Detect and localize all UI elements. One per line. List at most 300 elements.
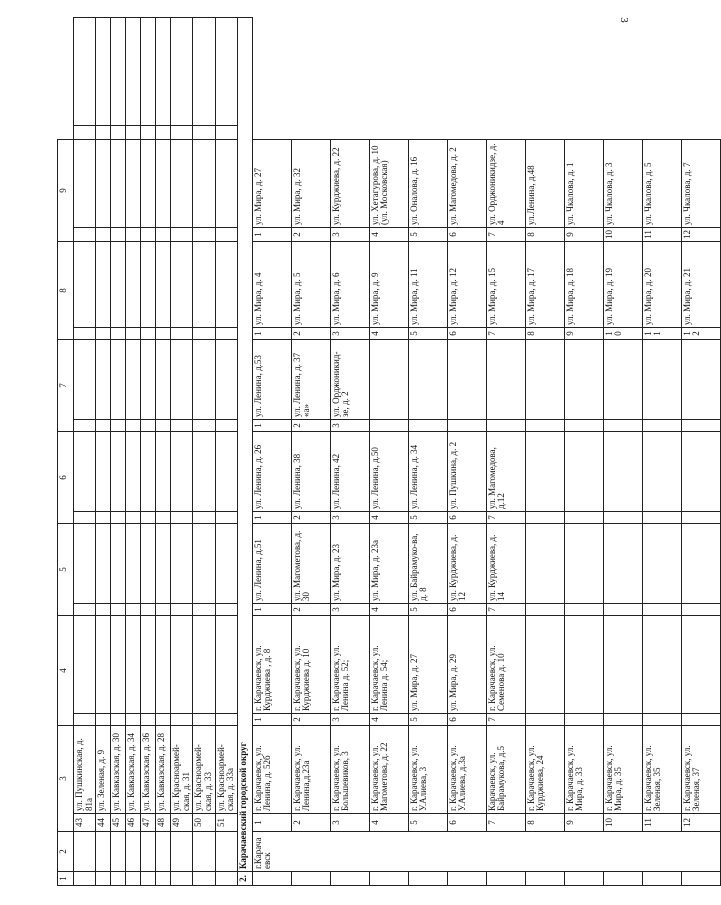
address-cell bbox=[681, 524, 720, 604]
empty-cell bbox=[642, 872, 681, 886]
empty-cell bbox=[111, 328, 126, 340]
row-number bbox=[486, 420, 525, 432]
row-number: 12 bbox=[681, 228, 720, 242]
address-cell: ул. Мира, д. 18 bbox=[564, 242, 603, 328]
address-cell: г. Карачаевск, ул. Ленина,д.23а bbox=[291, 726, 330, 814]
address-cell: ул.Ленина, д.48 bbox=[525, 140, 564, 228]
address-cell: г. Карачаевск, ул. Зеленая, 37 bbox=[681, 726, 720, 814]
header-cell: 6 bbox=[58, 432, 74, 524]
table-row bbox=[96, 18, 111, 886]
address-cell: ул. Кавказская, д. 30 bbox=[111, 726, 126, 814]
address-cell: ул. Мира, д. 6 bbox=[330, 242, 369, 328]
row-number bbox=[564, 714, 603, 726]
address-cell: Карачаевск, ул. Байрамукова, д.5 bbox=[486, 726, 525, 814]
table-row bbox=[525, 18, 564, 886]
row-number: 11 bbox=[642, 228, 681, 242]
empty-cell bbox=[141, 432, 156, 512]
page-number: 3 bbox=[617, 17, 630, 23]
empty-cell bbox=[156, 432, 171, 512]
empty-cell bbox=[156, 340, 171, 420]
empty-cell bbox=[96, 242, 111, 328]
row-number: 6 bbox=[447, 814, 486, 832]
address-cell: ул. Кавказская, д. 28 bbox=[156, 726, 171, 814]
empty-cell bbox=[111, 126, 126, 140]
table-row bbox=[141, 18, 156, 886]
address-cell: г. Карачаевск, ул. Курджиева , д. 8 bbox=[252, 616, 291, 714]
empty-cell bbox=[141, 140, 156, 228]
table-row bbox=[215, 18, 237, 886]
row-number: 7 bbox=[486, 228, 525, 242]
empty-cell bbox=[193, 18, 215, 126]
empty-cell bbox=[126, 340, 141, 420]
row-number: 2 bbox=[291, 604, 330, 616]
address-cell: ул. Мира, д. 15 bbox=[486, 242, 525, 328]
address-cell: ул. Кавказская, д. 36 bbox=[141, 726, 156, 814]
address-cell: ул. Мира, д. 23 bbox=[330, 524, 369, 604]
empty-cell bbox=[330, 872, 369, 886]
address-cell bbox=[603, 340, 642, 420]
empty-cell bbox=[111, 604, 126, 616]
empty-cell bbox=[74, 432, 96, 512]
empty-cell bbox=[74, 524, 96, 604]
table-row bbox=[156, 18, 171, 886]
empty-cell bbox=[126, 714, 141, 726]
row-number bbox=[369, 420, 408, 432]
empty-cell bbox=[74, 512, 96, 524]
address-cell bbox=[408, 340, 447, 420]
header-row bbox=[58, 18, 74, 886]
row-number bbox=[603, 714, 642, 726]
empty-cell bbox=[141, 18, 156, 126]
empty-cell bbox=[74, 604, 96, 616]
empty-cell bbox=[156, 140, 171, 228]
table-row bbox=[564, 18, 603, 886]
empty-cell bbox=[171, 832, 193, 872]
row-number: 3 bbox=[330, 512, 369, 524]
row-number bbox=[681, 714, 720, 726]
row-number: 1 bbox=[252, 228, 291, 242]
address-cell: г. Карачаевск, ул. Ленина д. 54; bbox=[369, 616, 408, 714]
empty-cell bbox=[74, 340, 96, 420]
row-number bbox=[642, 420, 681, 432]
address-cell: ул. Мира, д. 21 bbox=[681, 242, 720, 328]
row-number: 4 bbox=[369, 228, 408, 242]
address-cell: ул. Ленина, д.53 bbox=[252, 340, 291, 420]
empty-cell bbox=[171, 126, 193, 140]
empty-cell bbox=[156, 512, 171, 524]
empty-cell bbox=[126, 328, 141, 340]
empty-cell bbox=[156, 420, 171, 432]
empty-cell bbox=[141, 872, 156, 886]
address-cell bbox=[525, 432, 564, 512]
row-number: 1 bbox=[252, 420, 291, 432]
empty-cell bbox=[156, 242, 171, 328]
address-cell: ул. Мира, д. 11 bbox=[408, 242, 447, 328]
empty-cell bbox=[96, 832, 111, 872]
row-number: 5 bbox=[408, 604, 447, 616]
row-number: 4 bbox=[369, 604, 408, 616]
empty-cell bbox=[193, 126, 215, 140]
empty-cell bbox=[171, 242, 193, 328]
address-cell: г. Карачаевск, ул. Курджиева д. 10 bbox=[291, 616, 330, 714]
empty-cell bbox=[193, 616, 215, 714]
empty-cell bbox=[126, 616, 141, 714]
row-number bbox=[447, 420, 486, 432]
address-cell: ул. Курджиева, д. 12 bbox=[447, 524, 486, 604]
empty-cell bbox=[171, 340, 193, 420]
table-row bbox=[252, 18, 291, 886]
address-cell bbox=[681, 616, 720, 714]
empty-cell bbox=[215, 512, 237, 524]
empty-cell bbox=[96, 126, 111, 140]
address-cell: ул. Хетагурова, д. 10 (ул. Московская) bbox=[369, 140, 408, 228]
row-number: 1 bbox=[252, 714, 291, 726]
table-row bbox=[126, 18, 141, 886]
empty-cell bbox=[111, 872, 126, 886]
empty-cell bbox=[111, 228, 126, 242]
empty-cell bbox=[447, 872, 486, 886]
empty-cell bbox=[141, 328, 156, 340]
address-cell: ул. Ленина, д.51 bbox=[252, 524, 291, 604]
address-cell bbox=[525, 524, 564, 604]
row-number: 2 bbox=[291, 228, 330, 242]
row-number: 6 bbox=[447, 714, 486, 726]
empty-cell bbox=[193, 604, 215, 616]
row-number bbox=[681, 604, 720, 616]
address-cell bbox=[525, 340, 564, 420]
empty-cell bbox=[74, 872, 96, 886]
empty-cell bbox=[215, 18, 237, 126]
empty-cell bbox=[215, 242, 237, 328]
address-cell: г. Карачаевск, ул. Ленина д. 52; bbox=[330, 616, 369, 714]
address-table bbox=[57, 17, 721, 886]
empty-cell bbox=[171, 512, 193, 524]
empty-cell bbox=[215, 604, 237, 616]
header-cell: 9 bbox=[58, 140, 74, 242]
empty-cell bbox=[74, 140, 96, 228]
row-number: 3 bbox=[330, 714, 369, 726]
row-number: 5 bbox=[408, 814, 447, 832]
empty-cell bbox=[171, 604, 193, 616]
address-cell: ул. Пушкинская, д. 81а bbox=[74, 726, 96, 814]
address-cell: г. Карачаевск, ул. У.Алиева, 3 bbox=[408, 726, 447, 814]
empty-cell bbox=[171, 524, 193, 604]
empty-cell bbox=[564, 872, 603, 886]
address-cell: ул. Кавказская, д. 34 bbox=[126, 726, 141, 814]
empty-cell bbox=[126, 420, 141, 432]
table-row bbox=[111, 18, 126, 886]
row-number: 45 bbox=[111, 814, 126, 832]
address-cell: ул. Ленина, д.50 bbox=[369, 432, 408, 512]
table-row bbox=[74, 18, 96, 886]
row-number: 7 bbox=[486, 814, 525, 832]
row-number: 7 bbox=[486, 604, 525, 616]
empty-cell bbox=[193, 714, 215, 726]
row-number: 8 bbox=[525, 328, 564, 340]
row-number: 4 bbox=[369, 512, 408, 524]
empty-cell bbox=[215, 872, 237, 886]
table-row bbox=[603, 18, 642, 886]
empty-cell bbox=[96, 432, 111, 512]
table-row bbox=[193, 18, 215, 886]
row-number: 5 bbox=[408, 228, 447, 242]
table-row bbox=[681, 18, 720, 886]
address-cell: ул. Чкалова, д. 7 bbox=[681, 140, 720, 228]
row-number: 50 bbox=[193, 814, 215, 832]
empty-cell bbox=[126, 872, 141, 886]
empty-cell bbox=[193, 872, 215, 886]
empty-cell bbox=[171, 714, 193, 726]
empty-cell bbox=[96, 512, 111, 524]
header-cell: 8 bbox=[58, 242, 74, 340]
empty-cell bbox=[291, 872, 330, 886]
address-cell: ул. Чкалова, д. 1 bbox=[564, 140, 603, 228]
row-number: 10 bbox=[603, 814, 642, 832]
row-number: 2 bbox=[291, 420, 330, 432]
empty-cell bbox=[141, 228, 156, 242]
row-number: 2 bbox=[291, 512, 330, 524]
empty-cell bbox=[215, 616, 237, 714]
empty-cell bbox=[156, 524, 171, 604]
empty-cell bbox=[141, 420, 156, 432]
table-body bbox=[58, 18, 721, 886]
row-number: 1 bbox=[252, 814, 291, 832]
empty-cell bbox=[193, 432, 215, 512]
empty-cell bbox=[215, 832, 237, 872]
empty-cell bbox=[126, 228, 141, 242]
address-cell: ул. Оналова, д. 16 bbox=[408, 140, 447, 228]
empty-cell bbox=[141, 242, 156, 328]
address-cell: ул. Ленина, д. 26 bbox=[252, 432, 291, 512]
row-number bbox=[525, 604, 564, 616]
row-number bbox=[564, 512, 603, 524]
empty-cell bbox=[215, 340, 237, 420]
empty-cell bbox=[215, 228, 237, 242]
table-row bbox=[369, 18, 408, 886]
address-cell bbox=[564, 340, 603, 420]
row-number: 6 bbox=[447, 604, 486, 616]
address-cell: г. Карачаевск, ул. Зеленая, 35 bbox=[642, 726, 681, 814]
section-number: 2. bbox=[237, 872, 252, 886]
address-cell: ул. Мира, д. 27 bbox=[252, 140, 291, 228]
empty-cell bbox=[215, 524, 237, 604]
header-cell: 2 bbox=[58, 832, 74, 872]
header-cell: 5 bbox=[58, 524, 74, 616]
row-number: 8 bbox=[525, 228, 564, 242]
section-title: Карачаевский городской округ bbox=[237, 18, 252, 872]
row-number bbox=[603, 420, 642, 432]
empty-cell bbox=[111, 832, 126, 872]
table-row bbox=[408, 18, 447, 886]
empty-cell bbox=[96, 328, 111, 340]
address-cell: ул. Ленина, 38 bbox=[291, 432, 330, 512]
empty-cell bbox=[156, 328, 171, 340]
empty-cell bbox=[96, 604, 111, 616]
empty-cell bbox=[141, 616, 156, 714]
empty-cell bbox=[215, 714, 237, 726]
empty-cell bbox=[126, 512, 141, 524]
row-number: 10 bbox=[603, 228, 642, 242]
address-cell: ул. Зеленая, д. 9 bbox=[96, 726, 111, 814]
empty-cell bbox=[111, 140, 126, 228]
row-number bbox=[603, 512, 642, 524]
row-number: 6 bbox=[447, 328, 486, 340]
empty-cell bbox=[141, 512, 156, 524]
empty-cell bbox=[193, 328, 215, 340]
empty-cell bbox=[193, 228, 215, 242]
empty-cell bbox=[96, 524, 111, 604]
empty-cell bbox=[126, 432, 141, 512]
empty-cell bbox=[171, 140, 193, 228]
row-number bbox=[525, 512, 564, 524]
empty-cell bbox=[96, 714, 111, 726]
table-row bbox=[291, 18, 330, 886]
empty-cell bbox=[96, 872, 111, 886]
empty-cell bbox=[126, 524, 141, 604]
empty-cell bbox=[156, 126, 171, 140]
empty-cell bbox=[111, 18, 126, 126]
empty-cell bbox=[111, 420, 126, 432]
address-cell: ул. Ленина, д. 34 bbox=[408, 432, 447, 512]
empty-cell bbox=[525, 872, 564, 886]
empty-cell bbox=[193, 242, 215, 328]
empty-cell bbox=[156, 228, 171, 242]
empty-cell bbox=[141, 604, 156, 616]
row-number: 8 bbox=[525, 814, 564, 832]
header-cell: 3 bbox=[58, 726, 74, 832]
empty-cell bbox=[96, 18, 111, 126]
address-cell: ул. Мира, д. 12 bbox=[447, 242, 486, 328]
empty-cell bbox=[156, 604, 171, 616]
empty-cell bbox=[171, 616, 193, 714]
address-cell: ул. Мира, д. 19 bbox=[603, 242, 642, 328]
address-cell: ул. Красноармей-ская, д. 31 bbox=[171, 726, 193, 814]
address-cell: ул. Орджоникид-зе, д. 2 bbox=[330, 340, 369, 420]
empty-cell bbox=[126, 242, 141, 328]
row-number: 2 bbox=[291, 328, 330, 340]
empty-cell bbox=[96, 340, 111, 420]
row-number bbox=[408, 420, 447, 432]
address-cell bbox=[603, 616, 642, 714]
address-cell: г. Карачаевск, ул. Семенова д. 10 bbox=[486, 616, 525, 714]
header-cell: 7 bbox=[58, 340, 74, 432]
empty-cell bbox=[171, 420, 193, 432]
row-number: 44 bbox=[96, 814, 111, 832]
empty-cell bbox=[96, 140, 111, 228]
empty-cell bbox=[215, 328, 237, 340]
address-cell: ул. Магометова, д. 30 bbox=[291, 524, 330, 604]
empty-cell bbox=[111, 714, 126, 726]
empty-cell bbox=[193, 420, 215, 432]
row-number: 6 bbox=[447, 228, 486, 242]
row-number bbox=[681, 512, 720, 524]
empty-cell bbox=[215, 420, 237, 432]
empty-cell bbox=[96, 228, 111, 242]
address-cell: ул. Магомедова, д. 2 bbox=[447, 140, 486, 228]
row-number: 46 bbox=[126, 814, 141, 832]
header-cell: 1 bbox=[58, 872, 74, 886]
address-cell: ул. Мира, д. 27 bbox=[408, 616, 447, 714]
address-cell: г. Карачаевск, ул. У.Алиева, д.3а bbox=[447, 726, 486, 814]
row-number: 1 bbox=[252, 328, 291, 340]
empty-cell bbox=[215, 432, 237, 512]
empty-cell bbox=[252, 872, 291, 886]
row-number: 7 bbox=[486, 328, 525, 340]
address-cell: г. Карачаевск, ул. Большевиков, 3 bbox=[330, 726, 369, 814]
city-cell: г.Карачаевск bbox=[252, 832, 720, 872]
row-number bbox=[564, 420, 603, 432]
row-number bbox=[525, 420, 564, 432]
empty-cell bbox=[126, 140, 141, 228]
row-number: 9 bbox=[564, 328, 603, 340]
row-number: 2 bbox=[291, 714, 330, 726]
address-cell: ул. Мира, д. 20 bbox=[642, 242, 681, 328]
row-number: 6 bbox=[447, 512, 486, 524]
row-number: 1 bbox=[252, 512, 291, 524]
empty-cell bbox=[74, 242, 96, 328]
row-number: 7 bbox=[486, 714, 525, 726]
address-cell bbox=[642, 340, 681, 420]
row-number bbox=[642, 604, 681, 616]
empty-cell bbox=[111, 616, 126, 714]
empty-cell bbox=[603, 872, 642, 886]
empty-cell bbox=[193, 832, 215, 872]
address-cell: ул. Красноармей-ская, д. 33 bbox=[193, 726, 215, 814]
empty-cell bbox=[126, 18, 141, 126]
address-cell: ул. Курджиева, д. 14 bbox=[486, 524, 525, 604]
address-cell bbox=[681, 340, 720, 420]
empty-cell bbox=[156, 18, 171, 126]
address-cell: ул. Чкалова, д. 3 bbox=[603, 140, 642, 228]
address-cell bbox=[447, 340, 486, 420]
empty-cell bbox=[171, 228, 193, 242]
row-number: 10 bbox=[603, 328, 642, 340]
row-number bbox=[525, 714, 564, 726]
empty-cell bbox=[111, 524, 126, 604]
row-number: 9 bbox=[564, 228, 603, 242]
empty-cell bbox=[141, 126, 156, 140]
address-cell bbox=[642, 432, 681, 512]
row-number: 5 bbox=[408, 512, 447, 524]
empty-cell bbox=[215, 140, 237, 228]
empty-cell bbox=[369, 872, 408, 886]
row-number: 3 bbox=[330, 328, 369, 340]
address-cell: ул. Мира, д. 29 bbox=[447, 616, 486, 714]
address-cell bbox=[603, 524, 642, 604]
table-row bbox=[486, 18, 525, 886]
address-cell: г. Карачаевск, ул. Курджиева, 24 bbox=[525, 726, 564, 814]
row-number: 3 bbox=[330, 814, 369, 832]
empty-cell bbox=[74, 328, 96, 340]
empty-cell bbox=[74, 126, 96, 140]
empty-cell bbox=[171, 18, 193, 126]
address-cell: ул. Ленина, 42 bbox=[330, 432, 369, 512]
empty-cell bbox=[171, 872, 193, 886]
row-number: 11 bbox=[642, 814, 681, 832]
address-cell bbox=[642, 616, 681, 714]
address-cell bbox=[564, 432, 603, 512]
empty-cell bbox=[96, 616, 111, 714]
address-cell: ул. Чкалова, д. 5 bbox=[642, 140, 681, 228]
address-cell bbox=[564, 524, 603, 604]
empty-cell bbox=[171, 328, 193, 340]
empty-cell bbox=[74, 616, 96, 714]
table-row bbox=[330, 18, 369, 886]
empty-cell bbox=[156, 872, 171, 886]
address-cell bbox=[642, 524, 681, 604]
empty-cell bbox=[193, 524, 215, 604]
address-cell: г. Карачаевск, ул. Мира, д. 33 bbox=[564, 726, 603, 814]
